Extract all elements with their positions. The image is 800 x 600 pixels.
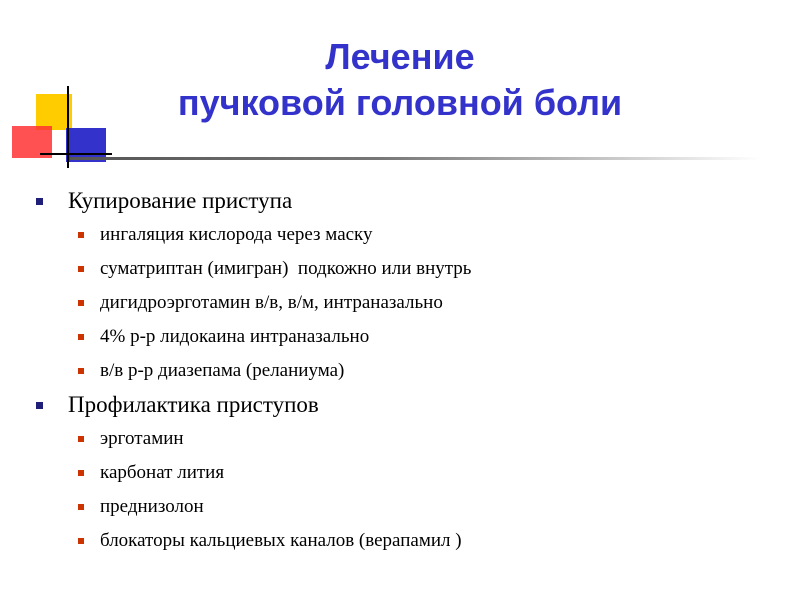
list-item-text: ингаляция кислорода через маску [100, 224, 373, 245]
list-item [32, 422, 772, 456]
list-item-text: преднизолон [100, 496, 204, 517]
square-bullet-icon [36, 198, 43, 205]
list-item [32, 252, 772, 286]
bullet-list [32, 184, 772, 558]
square-bullet-icon [78, 504, 84, 510]
list-item-text: суматриптан (имигран) подкожно или внутрь [100, 258, 472, 279]
square-bullet-icon [36, 402, 43, 409]
slide-title-line-1: Лечение [325, 36, 475, 77]
list-item [32, 524, 772, 558]
logo-horizontal-line [40, 153, 112, 155]
sub-list [32, 422, 772, 558]
section-heading-text: Профилактика приступов [68, 392, 319, 417]
square-bullet-icon [78, 300, 84, 306]
list-item-text: в/в р-р диазепама (реланиума) [100, 360, 345, 381]
square-bullet-icon [78, 538, 84, 544]
list-item-text: эрготамин [100, 428, 184, 449]
square-bullet-icon [78, 232, 84, 238]
list-item [32, 456, 772, 490]
list-item [32, 286, 772, 320]
list-item-text: дигидроэрготамин в/в, в/м, интраназально [100, 292, 443, 313]
list-item [32, 320, 772, 354]
list-item-text: 4% р-р лидокаина интраназально [100, 326, 370, 347]
square-bullet-icon [78, 436, 84, 442]
logo-vertical-line [67, 86, 69, 168]
slide-body [32, 184, 772, 558]
square-bullet-icon [78, 368, 84, 374]
section-heading [32, 388, 772, 422]
square-bullet-icon [78, 334, 84, 340]
decorative-squares-logo [0, 0, 120, 170]
section-relief [32, 184, 772, 388]
section-heading-text: Купирование приступа [68, 188, 293, 213]
section-heading [32, 184, 772, 218]
title-divider [70, 157, 760, 160]
slide-title [110, 34, 690, 126]
sub-list [32, 218, 772, 388]
square-bullet-icon [78, 470, 84, 476]
section-prophylaxis [32, 388, 772, 558]
list-item-text: блокаторы кальциевых каналов (верапамил ) [100, 530, 462, 551]
list-item [32, 490, 772, 524]
square-bullet-icon [78, 266, 84, 272]
list-item [32, 354, 772, 388]
slide-title-line-2: пучковой головной боли [177, 82, 623, 123]
list-item-text: карбонат лития [100, 462, 225, 483]
list-item [32, 218, 772, 252]
